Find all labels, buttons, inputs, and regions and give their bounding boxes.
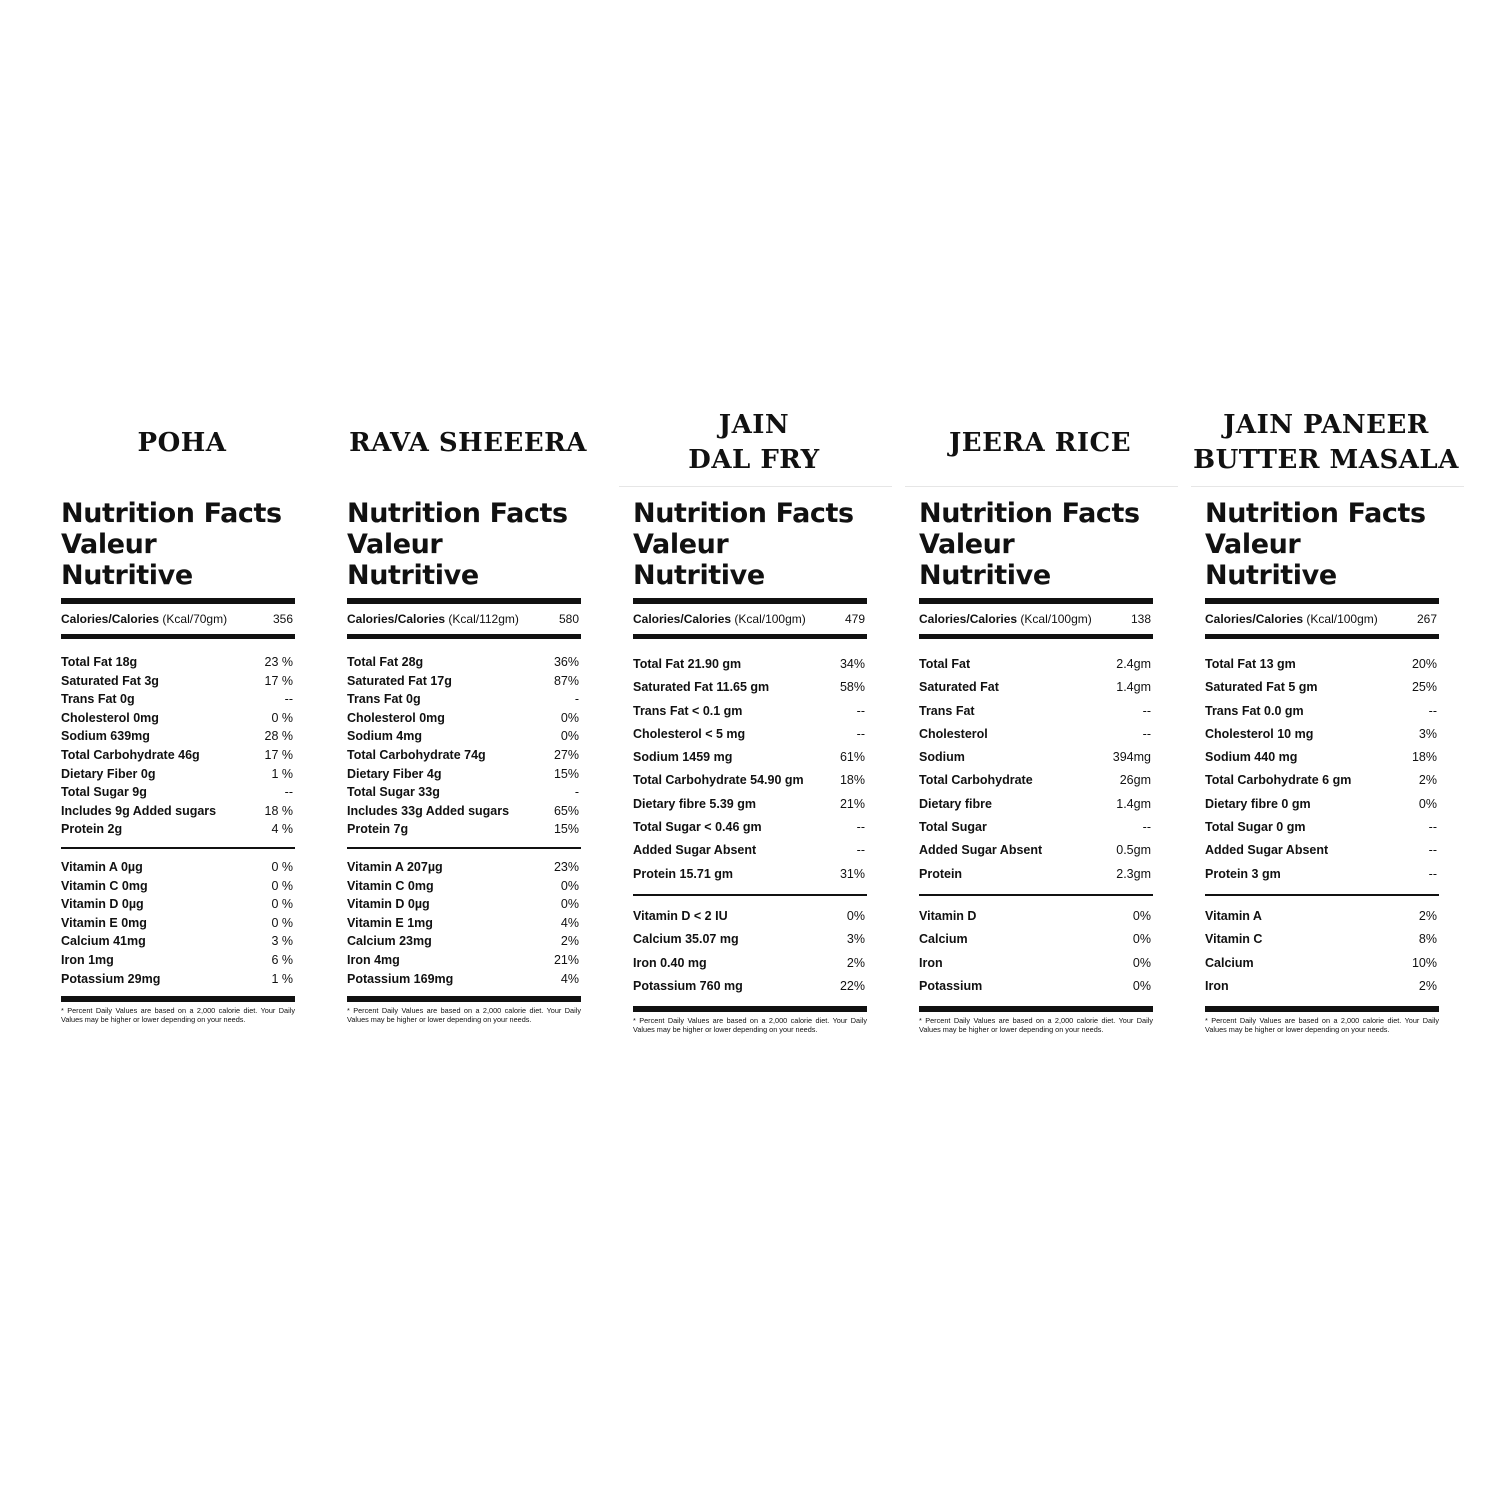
nutrient-label: Total Carbohydrate 74g: [347, 747, 486, 762]
vitamin-value: 2%: [560, 934, 579, 949]
nutrient-row: [633, 769, 867, 792]
vitamin-row: [633, 928, 867, 951]
nutrient-row: [919, 839, 1153, 862]
nutrient-label: Trans Fat 0.0 gm: [1205, 703, 1304, 718]
nutrient-row: [61, 727, 295, 746]
nutrient-row: [61, 765, 295, 784]
nutrient-value: 15%: [553, 822, 579, 837]
nutrient-value: --: [1142, 820, 1151, 835]
nutrient-label: Cholesterol 0mg: [347, 710, 445, 725]
vitamin-row: [633, 905, 867, 928]
calories-rule: [61, 634, 295, 639]
product-title: JAIN PANEER BUTTER MASALA: [1193, 410, 1459, 475]
nutrient-value: 65%: [553, 803, 579, 818]
calories-label: [347, 612, 519, 626]
vitamin-label: Vitamin C 0mg: [347, 878, 434, 893]
nutrition-label: [1205, 487, 1439, 1034]
nutrient-value: 17 %: [264, 747, 293, 762]
nutrient-value: 18%: [839, 773, 865, 788]
vitamin-label: Potassium 169mg: [347, 971, 454, 986]
nutrient-row: [1205, 676, 1439, 699]
nutrient-value: 36%: [553, 655, 579, 669]
nutrition-panel-jeera-rice: [905, 400, 1175, 1034]
nutrient-value: --: [856, 726, 865, 741]
nutrient-row: [61, 746, 295, 765]
vitamin-value: 0 %: [271, 897, 293, 912]
vitamin-value: 2%: [1418, 978, 1437, 993]
nutrient-row: [61, 709, 295, 728]
vitamin-value: 3 %: [271, 934, 293, 949]
vitamin-label: Iron: [919, 955, 943, 970]
vitamin-label: Iron 4mg: [347, 952, 400, 967]
vitamin-value: 8%: [1418, 932, 1437, 947]
vitamin-row: [347, 895, 581, 914]
nutrient-row: [347, 709, 581, 728]
nutrition-panel-jain-dal-fry: [619, 400, 889, 1034]
nutrient-value: 21%: [839, 796, 865, 811]
nutrient-row: [347, 653, 581, 672]
calories-name: Calories/Calories: [347, 612, 446, 626]
nutrient-row: [919, 723, 1153, 746]
nutrient-value: 0%: [1418, 796, 1437, 811]
nutrient-label: Sodium 440 mg: [1205, 750, 1298, 765]
vitamin-row: [1205, 905, 1439, 928]
calories-row: [919, 604, 1153, 634]
vitamin-label: Vitamin C 0mg: [61, 878, 148, 893]
calories-label: [633, 612, 806, 626]
heading-english: Nutrition Facts: [347, 498, 568, 529]
vitamin-value: 3%: [846, 932, 865, 947]
nutrient-label: Total Sugar < 0.46 gm: [633, 820, 762, 835]
nutrient-label: Total Fat: [919, 657, 971, 671]
nutrient-value: 2.4gm: [1116, 657, 1151, 671]
nutrient-value: --: [1428, 843, 1437, 858]
calories-row: [61, 604, 295, 634]
bottom-rule: [347, 996, 581, 1002]
calories-rule: [347, 634, 581, 639]
vitamin-value: 0%: [1132, 955, 1151, 970]
calories-serving: (Kcal/100gm): [1020, 612, 1092, 626]
nutrient-label: Saturated Fat 3g: [61, 673, 159, 688]
nutrient-value: 31%: [839, 866, 865, 881]
calories-label: [1205, 612, 1378, 626]
nutrient-row: [633, 839, 867, 862]
nutrient-value: 0%: [560, 729, 579, 744]
nutrient-label: Trans Fat 0g: [61, 692, 135, 707]
daily-value-footnote: * Percent Daily Values are based on a 2,000 calorie diet. Your Daily Values may be higher or lower depending on your needs.: [1205, 1016, 1439, 1035]
vitamin-value: 0%: [1132, 908, 1151, 923]
vitamin-row: [61, 914, 295, 933]
vitamin-label: Vitamin D 0µg: [61, 897, 144, 912]
nutrient-row: [633, 723, 867, 746]
vitamin-row: [1205, 975, 1439, 998]
nutrient-row: [1205, 816, 1439, 839]
nutrient-row: [919, 746, 1153, 769]
heading-english: Nutrition Facts: [633, 498, 854, 529]
nutrient-row: [919, 863, 1153, 886]
calories-rule: [633, 634, 867, 639]
nutrient-value: --: [284, 692, 293, 707]
nutrient-row: [633, 700, 867, 723]
nutrient-label: Dietary Fiber 0g: [61, 766, 156, 781]
nutrient-value: 1.4gm: [1116, 680, 1151, 695]
heading-english: Nutrition Facts: [1205, 498, 1426, 529]
nutrient-row: [919, 676, 1153, 699]
vitamin-label: Calcium: [1205, 955, 1254, 970]
nutrient-row: [347, 672, 581, 691]
nutrient-row: [919, 769, 1153, 792]
nutrient-row: [633, 746, 867, 769]
nutrient-row: [919, 653, 1153, 676]
nutrient-label: Saturated Fat 17g: [347, 673, 452, 688]
nutrient-value: 1.4gm: [1116, 796, 1151, 811]
nutrient-label: Sodium: [919, 750, 965, 765]
vitamin-row: [347, 932, 581, 951]
calories-value: 580: [558, 612, 579, 626]
nutrient-row: [347, 746, 581, 765]
vitamin-label: Vitamin C: [1205, 932, 1263, 947]
nutrient-label: Sodium 639mg: [61, 729, 150, 744]
nutrient-value: 87%: [553, 673, 579, 688]
nutrient-label: Total Sugar 0 gm: [1205, 820, 1306, 835]
vitamin-row: [633, 952, 867, 975]
nutrient-label: Added Sugar Absent: [919, 843, 1043, 858]
daily-value-footnote: * Percent Daily Values are based on a 2,000 calorie diet. Your Daily Values may be higher or lower depending on your needs.: [633, 1016, 867, 1035]
vitamin-value: 6 %: [271, 952, 293, 967]
nutrient-value: 18%: [1411, 750, 1437, 765]
nutrient-value: 394mg: [1112, 750, 1151, 765]
nutrient-label: Cholesterol 0mg: [61, 710, 159, 725]
nutrient-row: [1205, 769, 1439, 792]
nutrition-panel-jain-paneer-butter-masala: [1191, 400, 1461, 1034]
nutrient-row: [61, 802, 295, 821]
nutrient-value: 1 %: [271, 766, 293, 781]
nutrient-row: [347, 802, 581, 821]
nutrient-value: 58%: [839, 680, 865, 695]
nutrient-value: --: [856, 703, 865, 718]
nutrient-label: Total Fat 18g: [61, 655, 138, 669]
vitamin-row: [1205, 928, 1439, 951]
product-title: POHA: [137, 427, 227, 458]
calories-serving: (Kcal/70gm): [162, 612, 228, 626]
calories-value: 138: [1130, 612, 1151, 626]
daily-value-footnote: * Percent Daily Values are based on a 2,000 calorie diet. Your Daily Values may be higher or lower depending on your needs.: [347, 1006, 581, 1025]
nutrition-panel-rava-sheeera: [333, 400, 603, 1024]
vitamin-row: [919, 975, 1153, 998]
calories-name: Calories/Calories: [1205, 612, 1304, 626]
product-title: JEERA RICE: [948, 427, 1132, 458]
calories-rule: [919, 634, 1153, 639]
vitamin-row: [919, 952, 1153, 975]
nutrient-label: Added Sugar Absent: [633, 843, 757, 858]
vitamin-row: [633, 975, 867, 998]
nutrient-label: Cholesterol: [919, 726, 988, 741]
nutrient-row: [1205, 863, 1439, 886]
nutrient-row: [919, 816, 1153, 839]
nutrient-row: [61, 783, 295, 802]
nutrient-value: 15%: [553, 766, 579, 781]
nutrient-label: Total Fat 21.90 gm: [633, 657, 742, 671]
vitamin-label: Vitamin A: [1205, 908, 1262, 923]
section-divider: [347, 847, 581, 849]
vitamin-label: Vitamin D 0µg: [347, 897, 430, 912]
heading-english: Nutrition Facts: [919, 498, 1140, 529]
nutrient-label: Total Sugar: [919, 820, 987, 835]
section-divider: [61, 847, 295, 849]
section-divider: [1205, 894, 1439, 896]
vitamin-value: 0%: [1132, 932, 1151, 947]
nutrient-row: [633, 676, 867, 699]
bottom-rule: [1205, 1006, 1439, 1012]
nutrition-label: [347, 487, 581, 1024]
bottom-rule: [61, 996, 295, 1002]
nutrient-row: [919, 793, 1153, 816]
calories-name: Calories/Calories: [919, 612, 1018, 626]
nutrient-row: [633, 863, 867, 886]
vitamin-label: Calcium 41mg: [61, 934, 146, 949]
vitamin-row: [347, 877, 581, 896]
nutrient-value: --: [1142, 703, 1151, 718]
vitamin-value: 4%: [560, 971, 579, 986]
calories-label: [919, 612, 1092, 626]
nutrient-label: Trans Fat: [919, 703, 975, 718]
vitamin-value: 1 %: [271, 971, 293, 986]
calories-name: Calories/Calories: [633, 612, 732, 626]
nutrition-label: [633, 487, 867, 1034]
vitamin-row: [61, 877, 295, 896]
section-divider: [633, 894, 867, 896]
nutrient-label: Sodium 4mg: [347, 729, 423, 744]
bottom-rule: [919, 1006, 1153, 1012]
nutrient-label: Sodium 1459 mg: [633, 750, 733, 765]
nutrient-label: Includes 33g Added sugars: [347, 803, 510, 818]
vitamin-label: Vitamin D: [919, 908, 977, 923]
calories-serving: (Kcal/100gm): [734, 612, 806, 626]
vitamin-row: [61, 970, 295, 989]
nutrient-row: [1205, 793, 1439, 816]
nutrient-value: 3%: [1418, 726, 1437, 741]
nutrient-row: [633, 653, 867, 676]
nutrient-row: [1205, 723, 1439, 746]
vitamin-value: 0%: [846, 908, 865, 923]
vitamin-row: [347, 951, 581, 970]
vitamin-row: [61, 858, 295, 877]
nutrient-label: Protein 3 gm: [1205, 866, 1281, 881]
nutrient-label: Total Carbohydrate 54.90 gm: [633, 773, 804, 788]
vitamin-row: [61, 932, 295, 951]
nutrient-label: Saturated Fat 11.65 gm: [633, 680, 770, 695]
calories-value: 356: [272, 612, 293, 626]
heading-french: Valeur Nutritive: [61, 529, 193, 591]
vitamin-value: 2%: [1418, 908, 1437, 923]
nutrient-label: Dietary Fiber 4g: [347, 766, 442, 781]
nutrient-row: [61, 690, 295, 709]
heading-french: Valeur Nutritive: [919, 529, 1051, 591]
nutrient-value: 27%: [553, 747, 579, 762]
nutrient-value: --: [856, 843, 865, 858]
nutrient-value: -: [574, 692, 579, 707]
nutrient-label: Trans Fat < 0.1 gm: [633, 703, 743, 718]
vitamin-label: Vitamin D < 2 IU: [633, 908, 728, 923]
calories-rule: [1205, 634, 1439, 639]
nutrient-value: 17 %: [264, 673, 293, 688]
nutrient-value: 0 %: [271, 710, 293, 725]
vitamin-label: Calcium 23mg: [347, 934, 432, 949]
vitamin-value: 21%: [553, 952, 579, 967]
nutrient-value: 23 %: [264, 655, 293, 669]
nutrient-label: Protein 15.71 gm: [633, 866, 734, 881]
vitamin-label: Potassium: [919, 978, 983, 993]
nutrient-label: Cholesterol 10 mg: [1205, 726, 1314, 741]
nutrient-label: Added Sugar Absent: [1205, 843, 1329, 858]
vitamin-label: Calcium 35.07 mg: [633, 932, 739, 947]
nutrient-value: 61%: [839, 750, 865, 765]
nutrient-value: 20%: [1411, 657, 1437, 671]
nutrient-label: Total Sugar 9g: [61, 785, 147, 800]
nutrient-label: Total Fat 28g: [347, 655, 424, 669]
nutrient-value: --: [856, 820, 865, 835]
nutrient-label: Saturated Fat 5 gm: [1205, 680, 1318, 695]
vitamin-label: Iron: [1205, 978, 1229, 993]
vitamin-row: [347, 970, 581, 989]
nutrient-value: 26gm: [1119, 773, 1151, 788]
nutrient-label: Total Carbohydrate: [919, 773, 1033, 788]
nutrient-value: 28 %: [264, 729, 293, 744]
vitamin-row: [61, 951, 295, 970]
nutrient-value: --: [1428, 820, 1437, 835]
vitamin-row: [919, 905, 1153, 928]
nutrient-value: 0.5gm: [1116, 843, 1151, 858]
nutrient-value: --: [1428, 703, 1437, 718]
vitamin-label: Vitamin A 207µg: [347, 859, 443, 874]
vitamin-label: Potassium 760 mg: [633, 978, 743, 993]
product-title: JAIN DAL FRY: [688, 410, 820, 475]
nutrient-value: --: [1428, 866, 1437, 881]
nutrition-panel-poha: [47, 400, 317, 1024]
nutrient-label: Dietary fibre 5.39 gm: [633, 796, 756, 811]
vitamin-row: [347, 914, 581, 933]
calories-row: [633, 604, 867, 634]
vitamin-label: Calcium: [919, 932, 968, 947]
heading-english: Nutrition Facts: [61, 498, 282, 529]
heading-french: Valeur Nutritive: [1205, 529, 1337, 591]
nutrient-value: 2.3gm: [1116, 866, 1151, 881]
calories-label: [61, 612, 227, 626]
nutrient-row: [1205, 700, 1439, 723]
nutrient-value: --: [284, 785, 293, 800]
vitamin-value: 0 %: [271, 878, 293, 893]
product-title: RAVA SHEEERA: [349, 427, 587, 458]
vitamin-row: [919, 928, 1153, 951]
vitamin-row: [1205, 952, 1439, 975]
nutrient-value: 34%: [839, 657, 865, 671]
nutrient-label: Cholesterol < 5 mg: [633, 726, 746, 741]
nutrient-row: [633, 816, 867, 839]
nutrient-label: Total Carbohydrate 46g: [61, 747, 200, 762]
nutrient-label: Dietary fibre 0 gm: [1205, 796, 1311, 811]
nutrition-label: [919, 487, 1153, 1034]
nutrient-label: Dietary fibre: [919, 796, 992, 811]
nutrient-value: 18 %: [264, 803, 293, 818]
nutrient-row: [919, 700, 1153, 723]
vitamin-value: 0%: [560, 878, 579, 893]
nutrient-label: Protein 2g: [61, 822, 123, 837]
vitamin-value: 22%: [839, 978, 865, 993]
nutrient-row: [1205, 653, 1439, 676]
bottom-rule: [633, 1006, 867, 1012]
nutrient-row: [347, 727, 581, 746]
nutrient-row: [347, 690, 581, 709]
calories-value: 479: [844, 612, 865, 626]
nutrient-row: [347, 783, 581, 802]
nutrient-row: [633, 793, 867, 816]
nutrient-label: Protein: [919, 866, 963, 881]
nutrient-label: Protein 7g: [347, 822, 409, 837]
vitamin-value: 10%: [1411, 955, 1437, 970]
vitamin-value: 2%: [846, 955, 865, 970]
calories-serving: (Kcal/100gm): [1306, 612, 1378, 626]
nutrient-row: [1205, 839, 1439, 862]
nutrient-value: -: [574, 785, 579, 800]
calories-row: [1205, 604, 1439, 634]
vitamin-value: 4%: [560, 915, 579, 930]
nutrient-label: Total Carbohydrate 6 gm: [1205, 773, 1352, 788]
nutrient-row: [347, 765, 581, 784]
calories-serving: (Kcal/112gm): [448, 612, 519, 626]
nutrient-value: 2%: [1418, 773, 1437, 788]
daily-value-footnote: * Percent Daily Values are based on a 2,000 calorie diet. Your Daily Values may be higher or lower depending on your needs.: [61, 1006, 295, 1025]
vitamin-value: 0%: [1132, 978, 1151, 993]
vitamin-label: Vitamin E 1mg: [347, 915, 433, 930]
nutrient-row: [61, 672, 295, 691]
nutrient-label: Trans Fat 0g: [347, 692, 421, 707]
vitamin-row: [61, 895, 295, 914]
daily-value-footnote: * Percent Daily Values are based on a 2,000 calorie diet. Your Daily Values may be higher or lower depending on your needs.: [919, 1016, 1153, 1035]
nutrient-value: --: [1142, 726, 1151, 741]
nutrient-label: Includes 9g Added sugars: [61, 803, 217, 818]
nutrient-row: [1205, 746, 1439, 769]
heading-french: Valeur Nutritive: [633, 529, 765, 591]
nutrient-row: [347, 820, 581, 839]
vitamin-value: 23%: [553, 859, 579, 874]
vitamin-row: [347, 858, 581, 877]
nutrient-value: 4 %: [271, 822, 293, 837]
nutrient-value: 25%: [1411, 680, 1437, 695]
vitamin-value: 0 %: [271, 859, 293, 874]
vitamin-label: Potassium 29mg: [61, 971, 161, 986]
calories-name: Calories/Calories: [61, 612, 160, 626]
vitamin-label: Iron 0.40 mg: [633, 955, 707, 970]
nutrient-label: Total Fat 13 gm: [1205, 657, 1296, 671]
vitamin-value: 0 %: [271, 915, 293, 930]
nutrient-value: 0%: [560, 710, 579, 725]
nutrient-label: Saturated Fat: [919, 680, 999, 695]
nutrient-label: Total Sugar 33g: [347, 785, 440, 800]
nutrient-row: [61, 820, 295, 839]
nutrient-row: [61, 653, 295, 672]
vitamin-label: Vitamin E 0mg: [61, 915, 147, 930]
heading-french: Valeur Nutritive: [347, 529, 479, 591]
calories-row: [347, 604, 581, 634]
section-divider: [919, 894, 1153, 896]
vitamin-value: 0%: [560, 897, 579, 912]
vitamin-label: Vitamin A 0µg: [61, 859, 143, 874]
vitamin-label: Iron 1mg: [61, 952, 114, 967]
calories-value: 267: [1416, 612, 1437, 626]
nutrition-label: [61, 487, 295, 1024]
